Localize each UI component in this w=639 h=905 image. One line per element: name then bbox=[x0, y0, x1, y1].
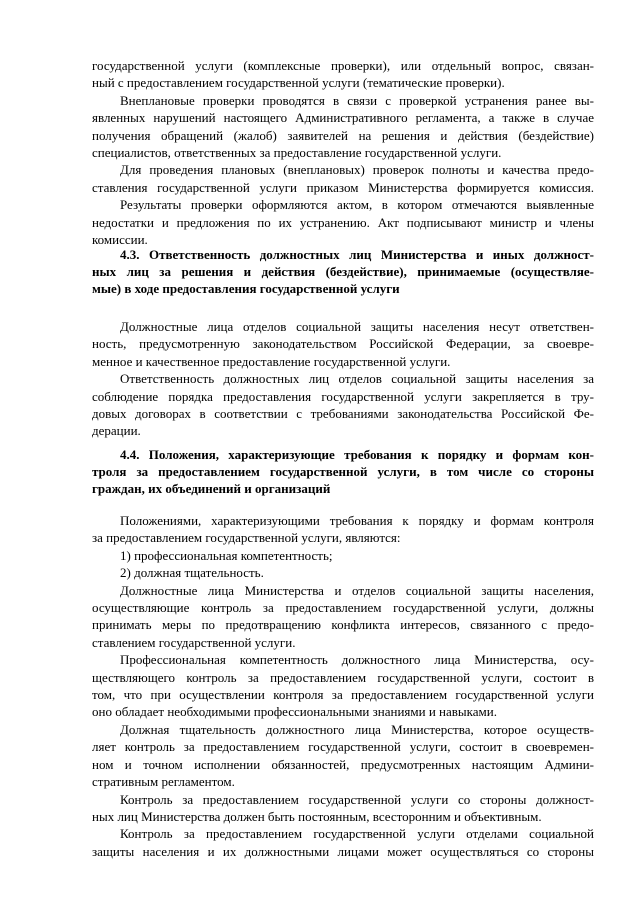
section-4-3-body bbox=[92, 318, 594, 440]
paragraph bbox=[92, 161, 594, 196]
paragraph bbox=[92, 370, 594, 440]
text-line: Для проведения плановых (внеплановых) проверок полноты и качества предо- bbox=[120, 162, 594, 178]
text-line: Должная тщательность должностного лица Министерства, которое осуществ- bbox=[120, 721, 594, 737]
paragraph bbox=[92, 721, 594, 791]
text-line: 2) должная тщательность. bbox=[120, 565, 264, 581]
text-line: 1) профессиональная компетентность; bbox=[120, 547, 333, 563]
paragraph bbox=[92, 57, 594, 92]
heading-line: ных лиц за решения и действия (бездействие), принимаемые (осуществляе- bbox=[92, 264, 594, 280]
text-line: Положениями, характеризующими требования к порядку и формам контроля bbox=[120, 513, 594, 528]
paragraph bbox=[92, 92, 594, 162]
section-4-4-heading bbox=[92, 446, 594, 498]
text-line: защиты населения и их должностными лицами может осуществляться со стороны bbox=[92, 843, 594, 859]
text-line: Должностные лица Министерства и отделов социальной защиты населения, bbox=[120, 582, 594, 598]
section-heading bbox=[92, 246, 594, 298]
text-line: стративным регламентом. bbox=[92, 774, 235, 790]
text-line: Ответственность должностных лиц отделов социальной защиты населения за bbox=[120, 371, 594, 387]
text-line: ный с предоставлением государственной услуги (тематические проверки). bbox=[92, 75, 505, 91]
text-line: менное и качественное предоставление государственной услуги. bbox=[92, 353, 451, 369]
text-line: недостатки и предложения по их устранению. Акт подписывают министр и члены bbox=[92, 214, 594, 230]
text-line: государственной услуги (комплексные проверки), или отдельный вопрос, связан- bbox=[92, 58, 594, 73]
list-item bbox=[92, 564, 594, 581]
paragraph bbox=[92, 825, 594, 860]
section-4-4-body bbox=[92, 512, 594, 860]
paragraph bbox=[92, 318, 594, 370]
heading-line: граждан, их объединений и организаций bbox=[92, 481, 331, 497]
text-line: соблюдение порядка предоставления государственной услуги закрепляется в тру- bbox=[92, 388, 594, 404]
text-line: осуществляющие контроль за предоставлением государственной услуги, должны bbox=[92, 600, 594, 616]
text-line: Контроль за предоставлением государственной услуги со стороны должност- bbox=[120, 791, 594, 807]
text-line: ставления государственной услуги приказом Министерства формируется комиссия. bbox=[92, 179, 594, 195]
text-line: Профессиональная компетентность должностного лица Министерства, осу- bbox=[120, 652, 594, 668]
text-line: том, что при осуществлении контроля за предоставлением государственной услуги bbox=[92, 687, 594, 703]
text-line: ность, предусмотренную законодательством Российской Федерации, за своевре- bbox=[92, 336, 594, 352]
text-line: ставлением государственной услуги. bbox=[92, 634, 296, 650]
text-line: ных лиц Министерства должен быть постоянным, всесторонним и объективным. bbox=[92, 808, 542, 824]
text-line: оно обладает необходимыми профессиональными знаниями и навыками. bbox=[92, 704, 497, 720]
heading-line: троля за предоставлением государственной услуги, в том числе со стороны bbox=[92, 464, 594, 480]
heading-line: 4.4. Положения, характеризующие требования к порядку и формам кон- bbox=[120, 447, 594, 462]
text-line: ляет контроль за предоставлением государственной услуги, состоит в своевремен- bbox=[92, 739, 594, 755]
paragraph bbox=[92, 582, 594, 652]
heading-line: 4.3. Ответственность должностных лиц Министерства и иных должност- bbox=[120, 247, 594, 262]
paragraph bbox=[92, 196, 594, 248]
text-line: за предоставлением государственной услуги, являются: bbox=[92, 530, 401, 546]
text-line: явленных нарушений настоящего Административного регламента, а также в случае bbox=[92, 110, 594, 126]
text-line: специалистов, ответственных за предоставление государственной услуги. bbox=[92, 145, 502, 161]
text-line: дерации. bbox=[92, 423, 141, 439]
text-line: Должностные лица отделов социальной защиты населения несут ответствен- bbox=[120, 319, 594, 334]
heading-line: мые) в ходе предоставления государственной услуги bbox=[92, 281, 400, 297]
paragraph bbox=[92, 651, 594, 721]
section-4-3-heading bbox=[92, 246, 594, 298]
text-line: ном и точном исполнении обязанностей, предусмотренных настоящим Админи- bbox=[92, 756, 594, 772]
section-heading bbox=[92, 446, 594, 498]
text-line: ществляющего контроль за предоставлением государственной услуги, состоит в bbox=[92, 669, 594, 685]
text-line: Результаты проверки оформляются актом, в котором отмечаются выявленные bbox=[120, 197, 594, 213]
text-line: Контроль за предоставлением государственной услуги отделами социальной bbox=[120, 826, 594, 842]
text-line: получения обращений (жалоб) заявителей на решения и действия (бездействие) bbox=[92, 127, 594, 143]
paragraph bbox=[92, 791, 594, 826]
text-line: Внеплановые проверки проводятся в связи с проверкой устранения ранее вы- bbox=[120, 92, 594, 108]
top-text-block bbox=[92, 57, 594, 248]
text-line: комиссии. bbox=[92, 232, 148, 248]
text-line: принимать меры по предотвращению конфликта интересов, связанного с предо- bbox=[92, 617, 594, 633]
text-line: довых договорах в соответствии с требованиями законодательства Российской Фе- bbox=[92, 406, 594, 422]
paragraph bbox=[92, 512, 594, 547]
list-item bbox=[92, 547, 594, 564]
